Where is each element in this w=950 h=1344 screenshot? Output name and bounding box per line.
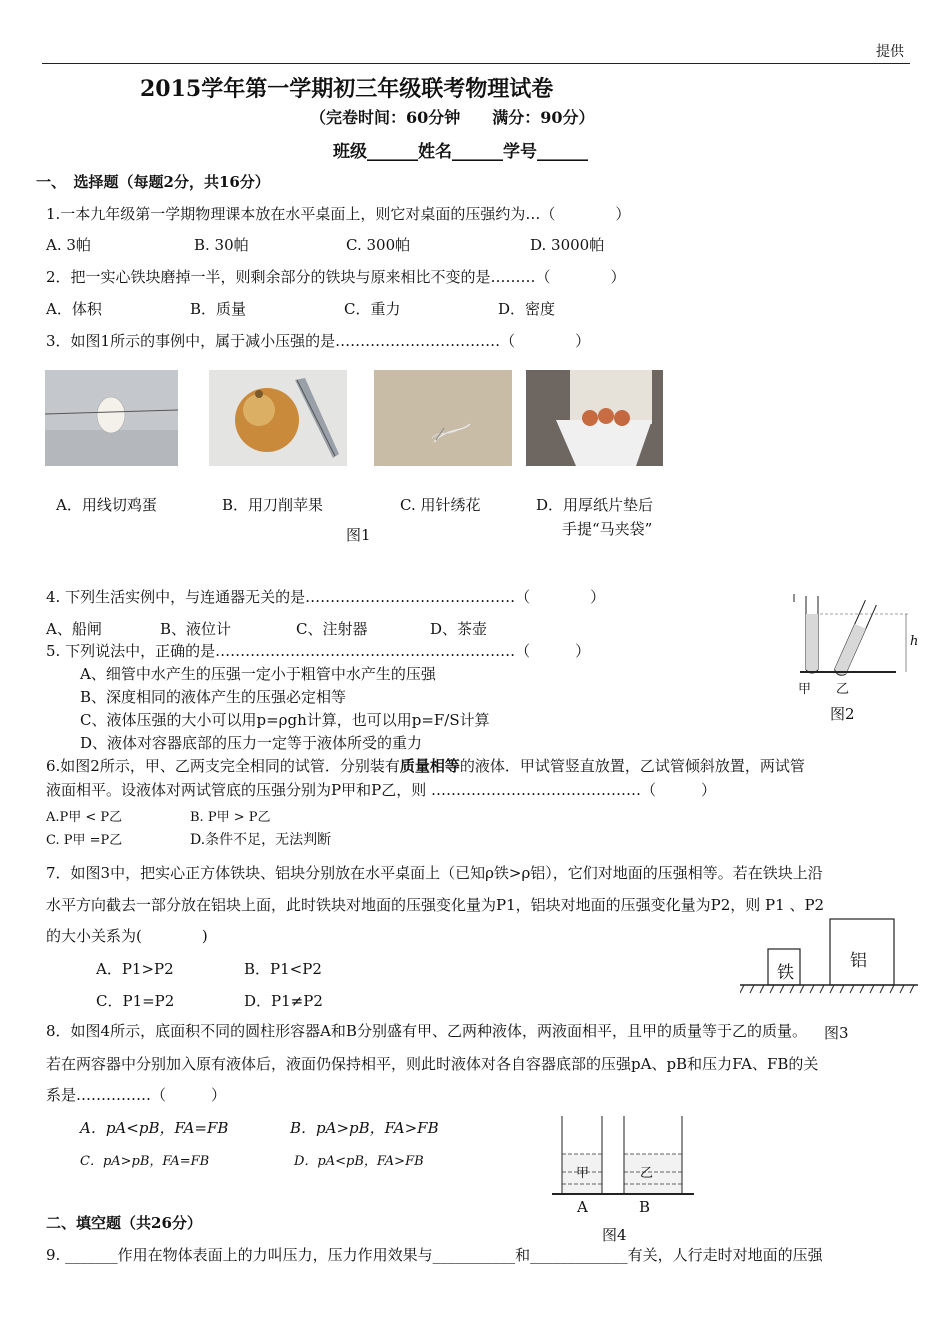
q7-option-c: C．P1=P2 [96, 992, 175, 1010]
q5-option-d: D、液体对容器底部的压力一定等于液体所受的重力 [80, 734, 423, 752]
figure2-yi-label: 乙 [836, 682, 850, 697]
q5-option-b: B、深度相同的液体产生的压强必定相等 [80, 688, 347, 706]
q8-line1: 8．如图4所示，底面积不同的圆柱形容器A和B分别盛有甲、乙两种液体，两液面相平，且甲的质量等于乙的质量。 [46, 1022, 807, 1040]
figure3-iron-label: 铁 [777, 963, 794, 983]
q7-option-b: B．P1<P2 [244, 960, 322, 978]
q3-option-d-line1: D．用厚纸片垫后 [536, 496, 654, 514]
q6-option-a: A.P甲 < P乙 [46, 810, 123, 825]
q1-option-a: A. 3帕 [46, 236, 91, 254]
q7-line2: 水平方向截去一部分放在铝块上面，此时铁块对地面的压强变化量为P1，铝块对地面的压强变化量为P2，则 P1 、P2 [46, 896, 825, 914]
egg-photo [45, 370, 178, 466]
q6-option-b: B. P甲 > P乙 [190, 810, 271, 825]
figure2-jia-label: 甲 [798, 682, 812, 697]
apple-photo [209, 370, 347, 466]
q6-option-c: C. P甲 =P乙 [46, 833, 123, 848]
q8-option-d: D．pA<pB，FA>FB [294, 1154, 424, 1169]
q1-option-d: D. 3000帕 [530, 236, 605, 254]
q1-stem: 1.一本九年级第一学期物理课本放在水平桌面上，则它对桌面的压强约为…（ ） [46, 205, 631, 223]
q8-line2: 若在两容器中分别加入原有液体后，液面仍保持相平，则此时液体对各自容器底部的压强pA、pB和压力FA、FB的关 [46, 1055, 819, 1073]
figure4-caption: 图4 [602, 1226, 627, 1244]
section2-heading: 二、填空题（共26分） [46, 1214, 202, 1232]
figure4-label-a: A [577, 1198, 588, 1216]
figure4-containers [548, 1112, 698, 1198]
q8-option-c: C．pA>pB，FA=FB [80, 1154, 210, 1169]
q1-option-b: B. 30帕 [194, 236, 249, 254]
q3-option-a: A．用线切鸡蛋 [56, 496, 157, 514]
q6-option-d: D.条件不足，无法判断 [190, 832, 332, 848]
figure1-caption: 图1 [346, 526, 371, 544]
q2-option-c: C．重力 [344, 300, 401, 318]
section1-heading: 一、 选择题（每题2分，共16分） [36, 173, 270, 191]
q7-option-d: D．P1≠P2 [244, 992, 323, 1010]
figure3-aluminum-label: 铝 [850, 951, 867, 971]
q6-emphasis: 质量相等 [399, 757, 460, 775]
exam-title: 2015学年第一学期初三年级联考物理试卷 [140, 76, 554, 102]
figure4-label-b: B [639, 1198, 651, 1216]
q2-stem: 2．把一实心铁块磨掉一半，则剩余部分的铁块与原来相比不变的是………（ ） [46, 268, 626, 286]
q3-option-b: B．用刀削苹果 [222, 496, 324, 514]
q6-line1-start: 6.如图2所示，甲、乙两支完全相同的试管．分别装有 [46, 757, 400, 775]
q6-line1-end: 的液体．甲试管竖直放置，乙试管倾斜放置，两试管 [459, 757, 805, 775]
header-divider [42, 63, 910, 64]
q3-stem: 3．如图1所示的事例中，属于减小压强的是……………………………（ ） [46, 332, 591, 350]
q5-stem: 5. 下列说法中，正确的是……………………………………………………（ ） [46, 642, 591, 660]
q5-option-c: C、液体压强的大小可以用p=ρgh计算，也可以用p=F/S计算 [80, 711, 490, 729]
q8-option-b: B．pA>pB，FA>FB [290, 1119, 439, 1137]
q4-stem: 4. 下列生活实例中，与连通器无关的是……………………………………（ ） [46, 588, 606, 606]
q2-option-d: D．密度 [498, 300, 556, 318]
q4-option-b: B、液位计 [160, 620, 232, 638]
q3-option-c: C. 用针绣花 [400, 496, 481, 514]
embroidery-photo [374, 370, 512, 466]
q6-line1 [46, 755, 805, 776]
q6-line2: 液面相平。设液体对两试管底的压强分别为P甲和P乙，则 ……………………………………（ ） [46, 781, 716, 799]
student-fields: 班级______姓名______学号______ [333, 142, 588, 162]
figure2-h-label: h [910, 634, 919, 649]
figure3-caption: 图3 [824, 1024, 849, 1042]
provider-label: 提供 [876, 44, 904, 60]
figure3-blocks [740, 915, 918, 997]
q4-option-c: C、注射器 [296, 620, 368, 638]
figure4-yi-label: 乙 [640, 1166, 654, 1181]
q9-stem: 9. _______作用在物体表面上的力叫压力，压力作用效果与___________和_____________有关，人行走时对地面的压强 [46, 1246, 823, 1264]
q8-line3: 系是……………（ ） [46, 1086, 227, 1104]
q3-option-d-line2: 手提“马夹袋” [562, 520, 653, 538]
q8-option-a: A．pA<pB，FA=FB [80, 1119, 229, 1137]
q5-option-a: A、细管中水产生的压强一定小于粗管中水产生的压强 [80, 665, 436, 683]
q1-option-c: C. 300帕 [346, 236, 411, 254]
q4-option-d: D、茶壶 [430, 620, 488, 638]
exam-info: （完卷时间：60分钟 满分：90分） [310, 108, 595, 127]
q4-option-a: A、船闸 [46, 620, 102, 638]
q7-line3: 的大小关系为( ) [46, 927, 208, 945]
q7-line1: 7．如图3中，把实心正方体铁块、铝块分别放在水平桌面上（已知ρ铁>ρ铝），它们对地面的压强相等。若在铁块上沿 [46, 864, 823, 882]
q2-option-b: B．质量 [190, 300, 247, 318]
q7-option-a: A．P1>P2 [96, 960, 174, 978]
bag-photo [526, 370, 663, 466]
q2-option-a: A．体积 [46, 300, 102, 318]
figure2-caption: 图2 [830, 705, 855, 723]
figure4-jia-label: 甲 [576, 1166, 590, 1181]
